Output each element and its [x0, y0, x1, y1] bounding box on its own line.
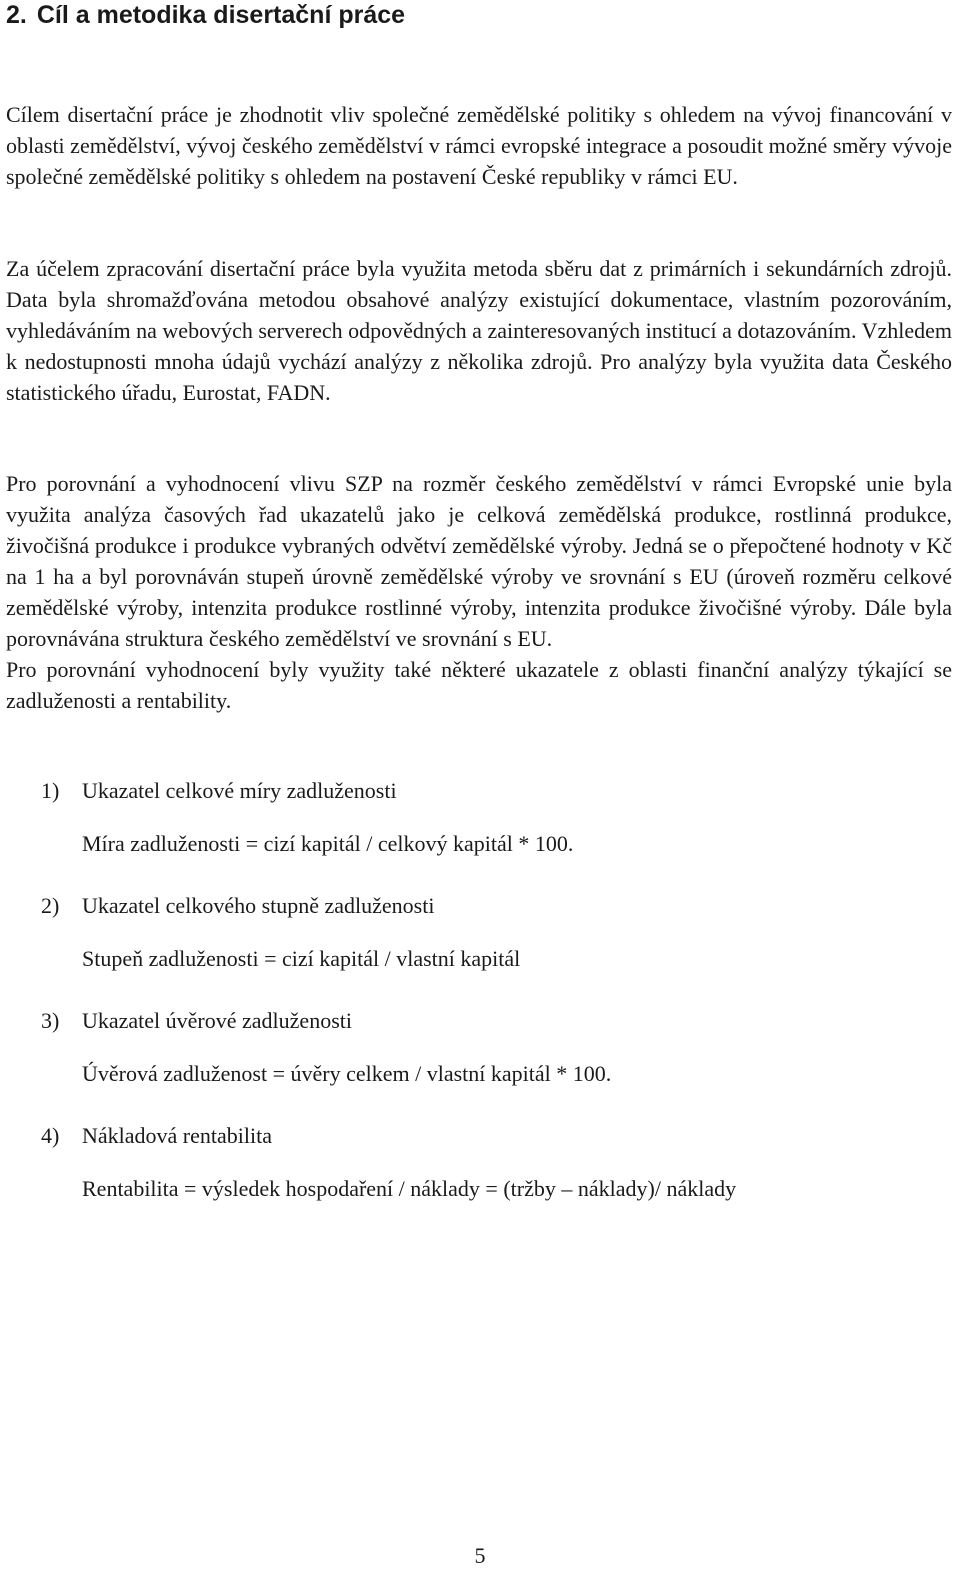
indicator-formula: Stupeň zadluženosti = cizí kapitál / vlastní kapitál: [82, 946, 521, 971]
indicator-name: Ukazatel celkového stupně zadluženosti: [82, 893, 435, 918]
indicator-item: [41, 1121, 272, 1151]
indicator-name: Ukazatel celkové míry zadluženosti: [82, 778, 397, 803]
indicator-item: [41, 891, 434, 921]
indicator-formula: Rentabilita = výsledek hospodaření / náklady = (tržby – náklady)/ náklady: [82, 1176, 737, 1201]
paragraph-comparison: Pro porovnání a vyhodnocení vlivu SZP na rozměr českého zemědělství v rámci Evropské unie byla využita analýza časových řad ukazatelů jako je celková zemědělská produkce, rostlinná produkce, živočišná produkce i produkce vybraných odvětví zemědělské výroby. Jedná se o přepočtené hodnoty v Kč na 1 ha a byl porovnáván stupeň úrovně zemědělské výroby ve srovnání s EU (úroveň rozměru celkové zemědělské výroby, intenzita produkce rostlinné výroby, intenzita produkce živočišné výroby. Dále byla porovnávána struktura českého zemědělství ve srovnání s EU.: [6, 471, 952, 651]
indicator-number: 2): [41, 893, 60, 918]
indicator-name: Ukazatel úvěrové zadluženosti: [82, 1008, 352, 1033]
paragraph-indicators-intro: Pro porovnání vyhodnocení byly využity také některé ukazatele z oblasti finanční analýzy týkající se zadluženosti a rentability.: [6, 657, 952, 713]
indicator-item: [41, 776, 397, 806]
paragraph-methods: Za účelem zpracování disertační práce byla využita metoda sběru dat z primárních i sekundárních zdrojů. Data byla shromažďována metodou obsahové analýzy existující dokumentace, vlastním pozorováním, vyhledáváním na webových serverech odpovědných a zainteresovaných institucí a dotazováním. Vzhledem k nedostupnosti mnoha údajů vychází analýzy z několika zdrojů. Pro analýzy byla využita data Českého statistického úřadu, Eurostat, FADN.: [6, 256, 952, 405]
indicator-item: [41, 1006, 352, 1036]
indicator-number: 1): [41, 778, 60, 803]
paragraph-comparison-block: [6, 468, 952, 716]
page-number: 5: [474, 1543, 486, 1568]
indicator-formula: Úvěrová zadluženost = úvěry celkem / vlastní kapitál * 100.: [82, 1061, 612, 1086]
section-heading: [6, 0, 405, 30]
section-title: Cíl a metodika disertační práce: [36, 1, 406, 29]
section-number: 2.: [6, 1, 27, 29]
indicator-number: 4): [41, 1123, 60, 1148]
indicator-name: Nákladová rentabilita: [82, 1123, 272, 1148]
indicator-formula: Míra zadluženosti = cizí kapitál / celkový kapitál * 100.: [82, 831, 574, 856]
paragraph-goal: Cílem disertační práce je zhodnotit vliv společné zemědělské politiky s ohledem na vývoj financování v oblasti zemědělství, vývoj českého zemědělství v rámci evropské integrace a posoudit možné směry vývoje společné zemědělské politiky s ohledem na postavení České republiky v rámci EU.: [6, 102, 952, 189]
indicator-number: 3): [41, 1008, 60, 1033]
